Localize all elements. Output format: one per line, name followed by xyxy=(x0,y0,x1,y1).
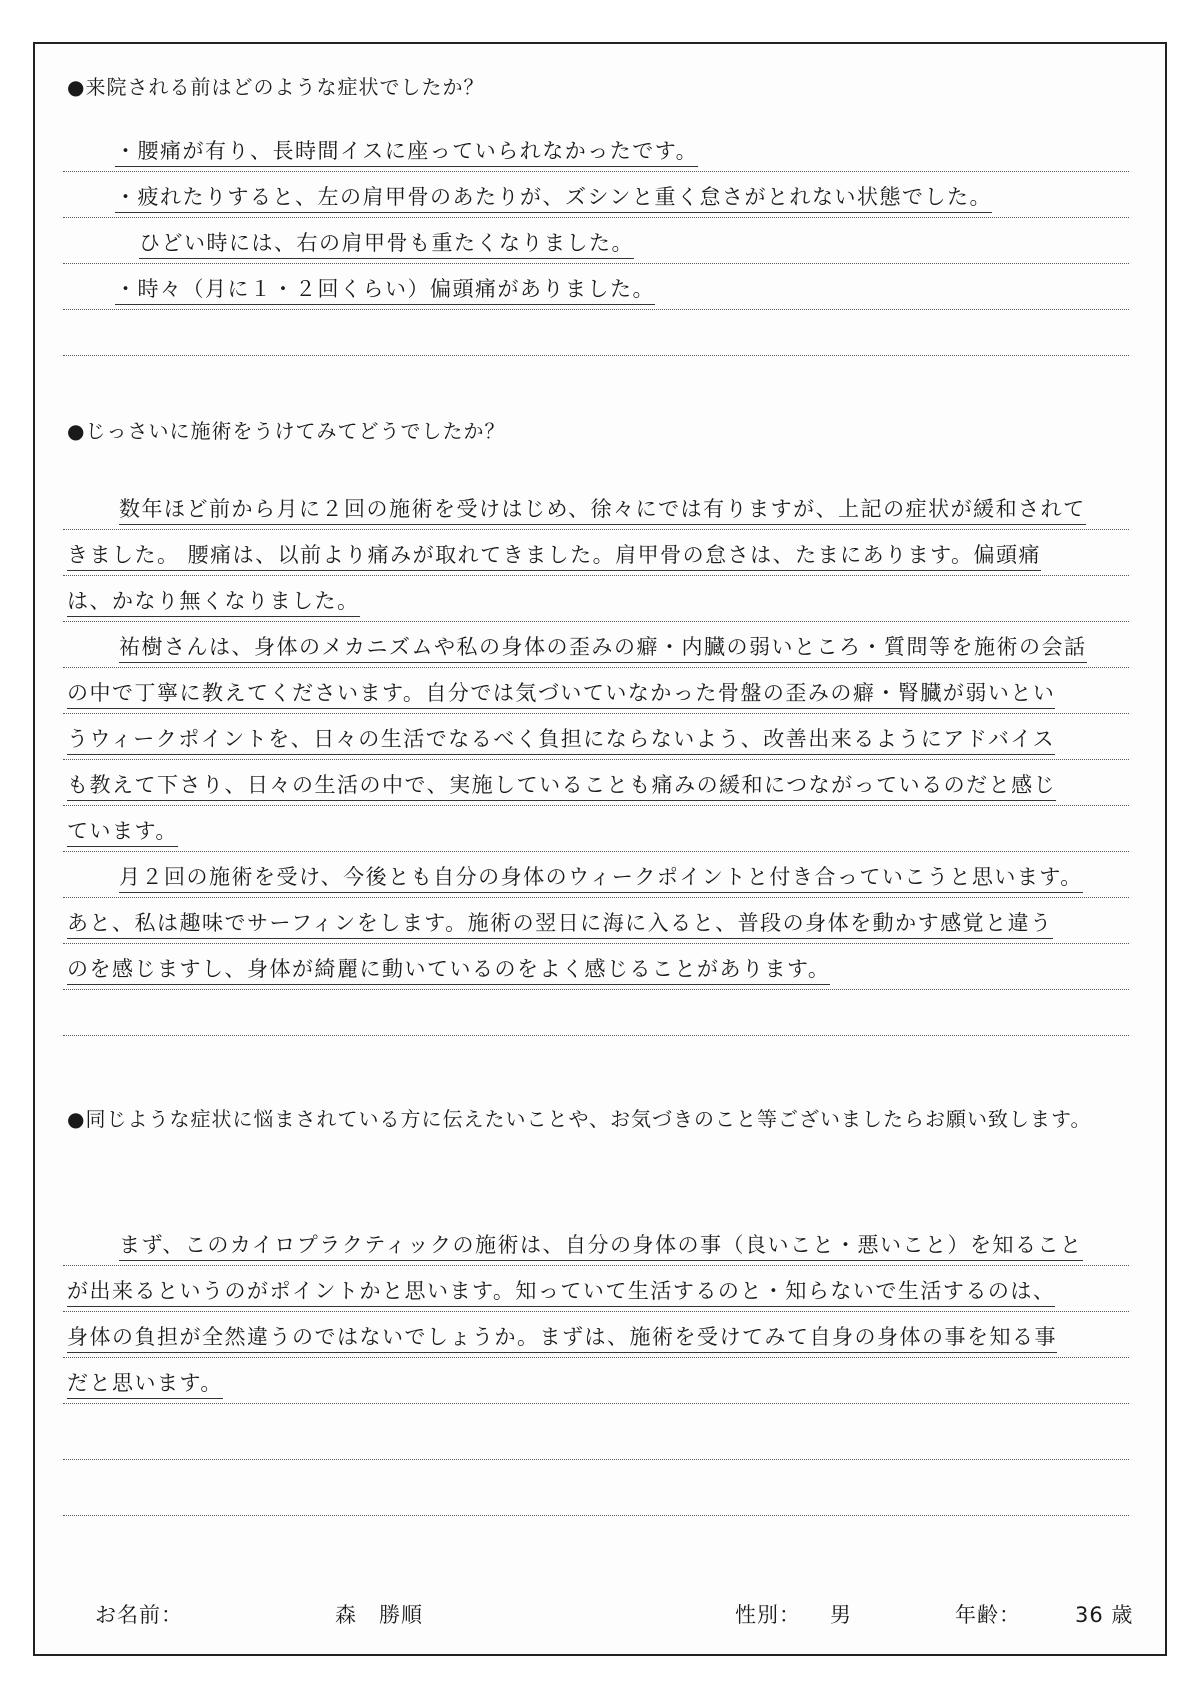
answer-text: のを感じますし、身体が綺麗に動いているのをよく感じることがあります。 xyxy=(67,954,830,985)
answer-text: まず、このカイロプラクティックの施術は、自分の身体の事（良いこと・悪いこと）を知ること xyxy=(119,1230,1083,1261)
answer-text: の中で丁寧に教えてくださいます。自分では気づいていなかった骨盤の歪みの癖・腎臓が弱いとい xyxy=(67,678,1055,709)
answer-text: ています。 xyxy=(67,816,178,847)
gender-label: 性別： xyxy=(735,1603,801,1627)
answer-text: きました。 腰痛は、以前より痛みが取れてきました。肩甲骨の怠さは、たまにあります。偏頭痛 xyxy=(67,540,1041,571)
answer-line xyxy=(63,1358,1129,1404)
age-value: 36 歳 xyxy=(1075,1603,1134,1627)
answer-line xyxy=(63,1266,1129,1312)
answer-line-blank xyxy=(63,990,1129,1036)
answer-text: うウィークポイントを、日々の生活でなるべく負担にならないよう、改善出来るようにアドバイス xyxy=(67,724,1055,755)
answer-text: だと思います。 xyxy=(67,1368,223,1399)
answer-line xyxy=(63,714,1129,760)
answer-text: ・疲れたりすると、左の肩甲骨のあたりが、ズシンと重く怠さがとれない状態でした。 xyxy=(115,182,992,213)
answer-text: 月２回の施術を受け、今後とも自分の身体のウィークポイントと付き合っていこうと思います。 xyxy=(119,862,1083,893)
answer-line xyxy=(63,668,1129,714)
testimonial-sheet xyxy=(33,42,1167,1656)
answer-text: 祐樹さんは、身体のメカニズムや私の身体の歪みの癖・内臓の弱いところ・質問等を施術の会話 xyxy=(119,632,1087,663)
answer-line-blank xyxy=(63,1470,1129,1516)
answer-text: ひどい時には、右の肩甲骨も重たくなりました。 xyxy=(139,228,634,259)
answer-line xyxy=(63,852,1129,898)
name-value: 森 勝順 xyxy=(335,1603,423,1627)
answer-text: あと、私は趣味でサーフィンをします。施術の翌日に海に入ると、普段の身体を動かす感覚と違う xyxy=(67,908,1053,939)
answer-text: が出来るというのがポイントかと思います。知っていて生活するのと・知らないで生活するのは、 xyxy=(67,1276,1055,1307)
answer-text: 身体の負担が全然違うのではないでしょうか。まずは、施術を受けてみて自身の身体の事を知る事 xyxy=(67,1322,1057,1353)
answer-text: ・腰痛が有り、長時間イスに座っていられなかったです。 xyxy=(115,136,698,167)
answer-line xyxy=(63,622,1129,668)
name-label: お名前： xyxy=(95,1603,183,1627)
answer-line xyxy=(63,1220,1129,1266)
question-2: ●じっさいに施術をうけてみてどうでしたか？ xyxy=(67,419,506,443)
answer-line xyxy=(63,126,1129,172)
answer-text: も教えて下さり、日々の生活の中で、実施していることも痛みの緩和につながっているのだと感じ xyxy=(67,770,1056,801)
answer-text: ・時々（月に１・２回くらい）偏頭痛がありました。 xyxy=(115,274,655,305)
answer-text: 数年ほど前から月に２回の施術を受けはじめ、徐々にでは有りますが、上記の症状が緩和されて xyxy=(119,494,1086,525)
answer-line-blank xyxy=(63,310,1129,356)
gender-value: 男 xyxy=(830,1603,852,1627)
answer-line xyxy=(63,172,1129,218)
answer-line-blank xyxy=(63,1414,1129,1460)
answer-line xyxy=(63,530,1129,576)
answer-line xyxy=(63,218,1129,264)
answer-line xyxy=(63,898,1129,944)
answer-line xyxy=(63,760,1129,806)
age-label: 年齢： xyxy=(955,1603,1021,1627)
answer-text: は、かなり無くなりました。 xyxy=(67,586,360,617)
answer-line xyxy=(63,264,1129,310)
answer-line xyxy=(63,944,1129,990)
answer-line xyxy=(63,1312,1129,1358)
answer-line xyxy=(63,484,1129,530)
answer-line xyxy=(63,806,1129,852)
question-1: ●来院される前はどのような症状でしたか？ xyxy=(67,75,485,99)
question-3: ●同じような症状に悩まされている方に伝えたいことや、お気づきのこと等ございましたらお願い致します。 xyxy=(67,1107,1092,1131)
answer-line xyxy=(63,576,1129,622)
